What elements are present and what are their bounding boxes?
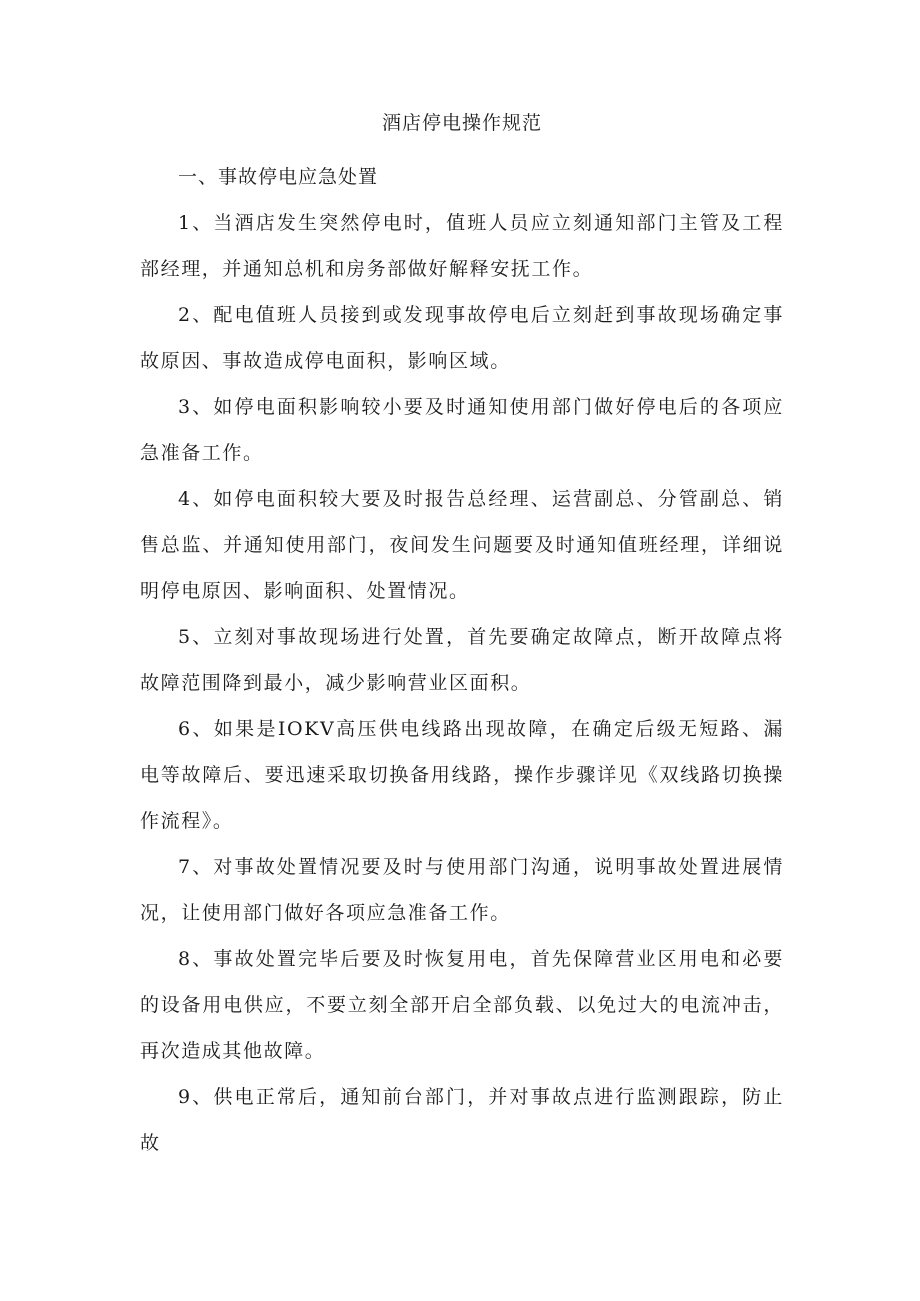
paragraph-1: 1、当酒店发生突然停电时，值班人员应立刻通知部门主管及工程部经理，并通知总机和房务部做好解释安抚工作。 [140, 212, 784, 280]
paragraph-8: 8、事故处置完毕后要及时恢复用电，首先保障营业区用电和必要的设备用电供应，不要立刻全部开启全部负载、以免过大的电流冲击，再次造成其他故障。 [140, 948, 784, 1062]
paragraph-5: 5、立刻对事故现场进行处置，首先要确定故障点，断开故障点将故障范围降到最小，减少影响营业区面积。 [140, 626, 784, 694]
paragraph-6: 6、如果是IOKV高压供电线路出现故障，在确定后级无短路、漏电等故障后、要迅速采取切换备用线路，操作步骤详见《双线路切换操作流程》。 [140, 718, 784, 832]
paragraph-2: 2、配电值班人员接到或发现事故停电后立刻赶到事故现场确定事故原因、事故造成停电面积，影响区域。 [140, 304, 784, 372]
paragraph-3: 3、如停电面积影响较小要及时通知使用部门做好停电后的各项应急准备工作。 [140, 396, 784, 464]
paragraph-7: 7、对事故处置情况要及时与使用部门沟通，说明事故处置进展情况，让使用部门做好各项应急准备工作。 [140, 856, 784, 924]
paragraph-4: 4、如停电面积较大要及时报告总经理、运营副总、分管副总、销售总监、并通知使用部门，夜间发生问题要及时通知值班经理，详细说明停电原因、影响面积、处置情况。 [140, 488, 784, 602]
document-title: 酒店停电操作规范 [381, 112, 542, 134]
section-heading: 一、事故停电应急处置 [178, 166, 379, 188]
document-body [140, 108, 784, 1166]
paragraph-9: 9、供电正常后，通知前台部门，并对事故点进行监测跟踪，防止故 [140, 1086, 784, 1154]
